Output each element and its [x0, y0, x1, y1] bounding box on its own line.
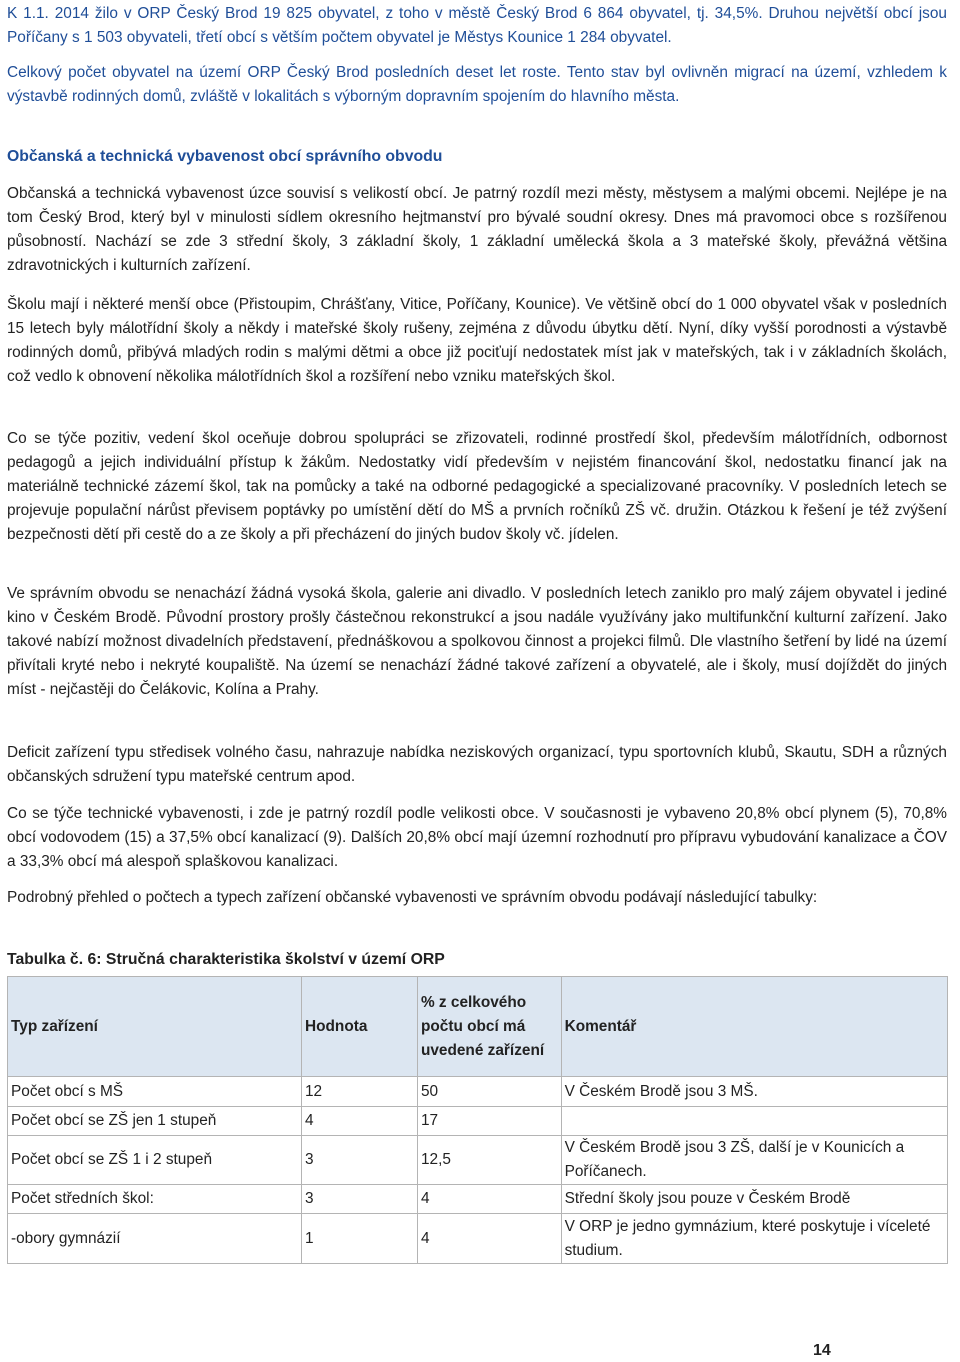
cell-comment: V ORP je jedno gymnázium, které poskytuje i víceleté studium. — [561, 1214, 947, 1264]
header-value: Hodnota — [302, 977, 418, 1077]
paragraph-school-positives: Co se týče pozitiv, vedení škol oceňuje dobrou spolupráci se zřizovateli, rodinné prostředí škol, především málotřídních, odbornost pedagogů a jejich individuální přístup k žákům. Nedostatky vidí především v nejistém financování škol, nedostatku financí jak na materiálně technické zázemí škol, tak na pomůcky a také na odborné pedagogické a specializované pracovníky. V posledních letech se projevuje populační nárůst převisem poptávky po umístění dětí do MŠ a prvních ročníků ZŠ vč. družin. Otázkou k řešení je též zvýšení bezpečnosti dětí při cestě do a ze školy a při přecházení do jiných budov školy vč. jídelen. — [7, 430, 947, 543]
paragraph-culture: Ve správním obvodu se nenachází žádná vysoká škola, galerie ani divadlo. V posledních letech zaniklo pro malý zájem obyvatel i jediné kino v Českém Brodě. Původní prostory prošly částečnou rekonstrukcí a jsou nadále využívány jako multifunkční kulturní zařízení. Jako takové nabízí možnost divadelních představení, přednáškovou a spolkovou činnost a projekci filmů. Dle vlastního šetření by lidé na území přivítali kryté nebo i nekryté koupaliště. Na území se nenachází žádné takové zařízení a obyvatelé, ale i školy, musí dojíždět do jiných míst - nejčastěji do Čelákovic, Kolína a Prahy. — [7, 585, 947, 698]
table-header-row — [8, 977, 948, 1077]
cell-value: 12 — [302, 1077, 418, 1107]
table-row — [8, 1185, 948, 1214]
cell-percent: 17 — [417, 1107, 561, 1136]
cell-percent: 50 — [417, 1077, 561, 1107]
table-row — [8, 1214, 948, 1264]
cell-value: 3 — [302, 1185, 418, 1214]
cell-type: Počet obcí s MŠ — [8, 1077, 302, 1107]
cell-value: 4 — [302, 1107, 418, 1136]
cell-value: 3 — [302, 1136, 418, 1185]
cell-type: Počet obcí se ZŠ jen 1 stupeň — [8, 1107, 302, 1136]
header-comment: Komentář — [561, 977, 947, 1077]
table-row — [8, 1107, 948, 1136]
header-type: Typ zařízení — [8, 977, 302, 1077]
paragraph-technical: Co se týče technické vybavenosti, i zde je patrný rozdíl podle velikosti obce. V současnosti je vybaveno 20,8% obcí plynem (5), 70,8% obcí vodovodem (15) a 37,5% obcí kanalizací (9). Dalších 20,8% obcí mají územní rozhodnutí pro přípravu vybudování kanalizace a ČOV a 33,3% obcí má alespoň splaškovou kanalizaci. — [7, 805, 947, 870]
paragraph-population-growth: Celkový počet obyvatel na území ORP Český Brod posledních deset let roste. Tento stav byl ovlivněn migrací na území, vzhledem k výstavbě rodinných domů, zvláště v lokalitách s výborným dopravním spojením do hlavního města. — [7, 64, 947, 105]
paragraph-amenities: Občanská a technická vybavenost úzce souvisí s velikostí obcí. Je patrný rozdíl mezi městy, městysem a malými obcemi. Nejlépe je na tom Český Brod, který byl v minulosti sídlem okresního hejtmanství pro bývalé soudní okresy. Dnes má pravomoci obce s rozšířenou působností. Nachází se zde 3 střední školy, 3 základní školy, 1 základní umělecká škola a 3 mateřské školy, převážná většina zdravotnických i kulturních zařízení. — [7, 185, 947, 274]
header-percent: % z celkového počtu obcí má uvedené zařízení — [417, 977, 561, 1077]
paragraph-leisure-deficit: Deficit zařízení typu středisek volného času, nahrazuje nabídka neziskových organizací, typu sportovních klubů, Skautu, SDH a různých občanských sdružení typu mateřské centrum apod. — [7, 744, 947, 785]
cell-type: Počet obcí se ZŠ 1 i 2 stupeň — [8, 1136, 302, 1185]
paragraph-population: K 1.1. 2014 žilo v ORP Český Brod 19 825 obyvatel, z toho v městě Český Brod 6 864 obyvatel, tj. 34,5%. Druhou největší obcí jsou Poříčany s 1 503 obyvateli, třetí obcí s větším počtem obyvatel je Městys Kounice 1 284 obyvatel. — [7, 5, 947, 46]
cell-type: Počet středních škol: — [8, 1185, 302, 1214]
paragraph-schools: Školu mají i některé menší obce (Přistoupim, Chrášťany, Vitice, Poříčany, Kounice). Ve většině obcí do 1 000 obyvatel však v posledních 15 letech byly málotřídní školy a někdy i mateřské školy rušeny, zejména z důvodu úbytku dětí. Nyní, díky vyšší porodnosti a výstavbě rodinných domů, přibývá mladých rodin s malými dětmi a obce již pociťují nedostatek míst jak v mateřských, tak i v základních školách, což vedlo k obnovení několika málotřídních škol a rozšíření nebo vzniku mateřských škol. — [7, 296, 947, 385]
section-heading: Občanská a technická vybavenost obcí správního obvodu — [7, 148, 443, 165]
paragraph-table-intro: Podrobný přehled o počtech a typech zařízení občanské vybavenosti ve správním obvodu podávají následující tabulky: — [7, 889, 818, 906]
table-row — [8, 1077, 948, 1107]
cell-comment: V Českém Brodě jsou 3 MŠ. — [561, 1077, 947, 1107]
cell-type: -obory gymnázií — [8, 1214, 302, 1264]
cell-percent: 4 — [417, 1185, 561, 1214]
cell-percent: 12,5 — [417, 1136, 561, 1185]
page-number: 14 — [813, 1342, 831, 1359]
cell-percent: 4 — [417, 1214, 561, 1264]
cell-comment: Střední školy jsou pouze v Českém Brodě — [561, 1185, 947, 1214]
table-row — [8, 1136, 948, 1185]
cell-value: 1 — [302, 1214, 418, 1264]
cell-comment: V Českém Brodě jsou 3 ZŠ, další je v Kounicích a Poříčanech. — [561, 1136, 947, 1185]
table-caption: Tabulka č. 6: Stručná charakteristika školství v území ORP — [7, 951, 445, 968]
schools-table — [7, 976, 948, 1264]
cell-comment — [561, 1107, 947, 1136]
